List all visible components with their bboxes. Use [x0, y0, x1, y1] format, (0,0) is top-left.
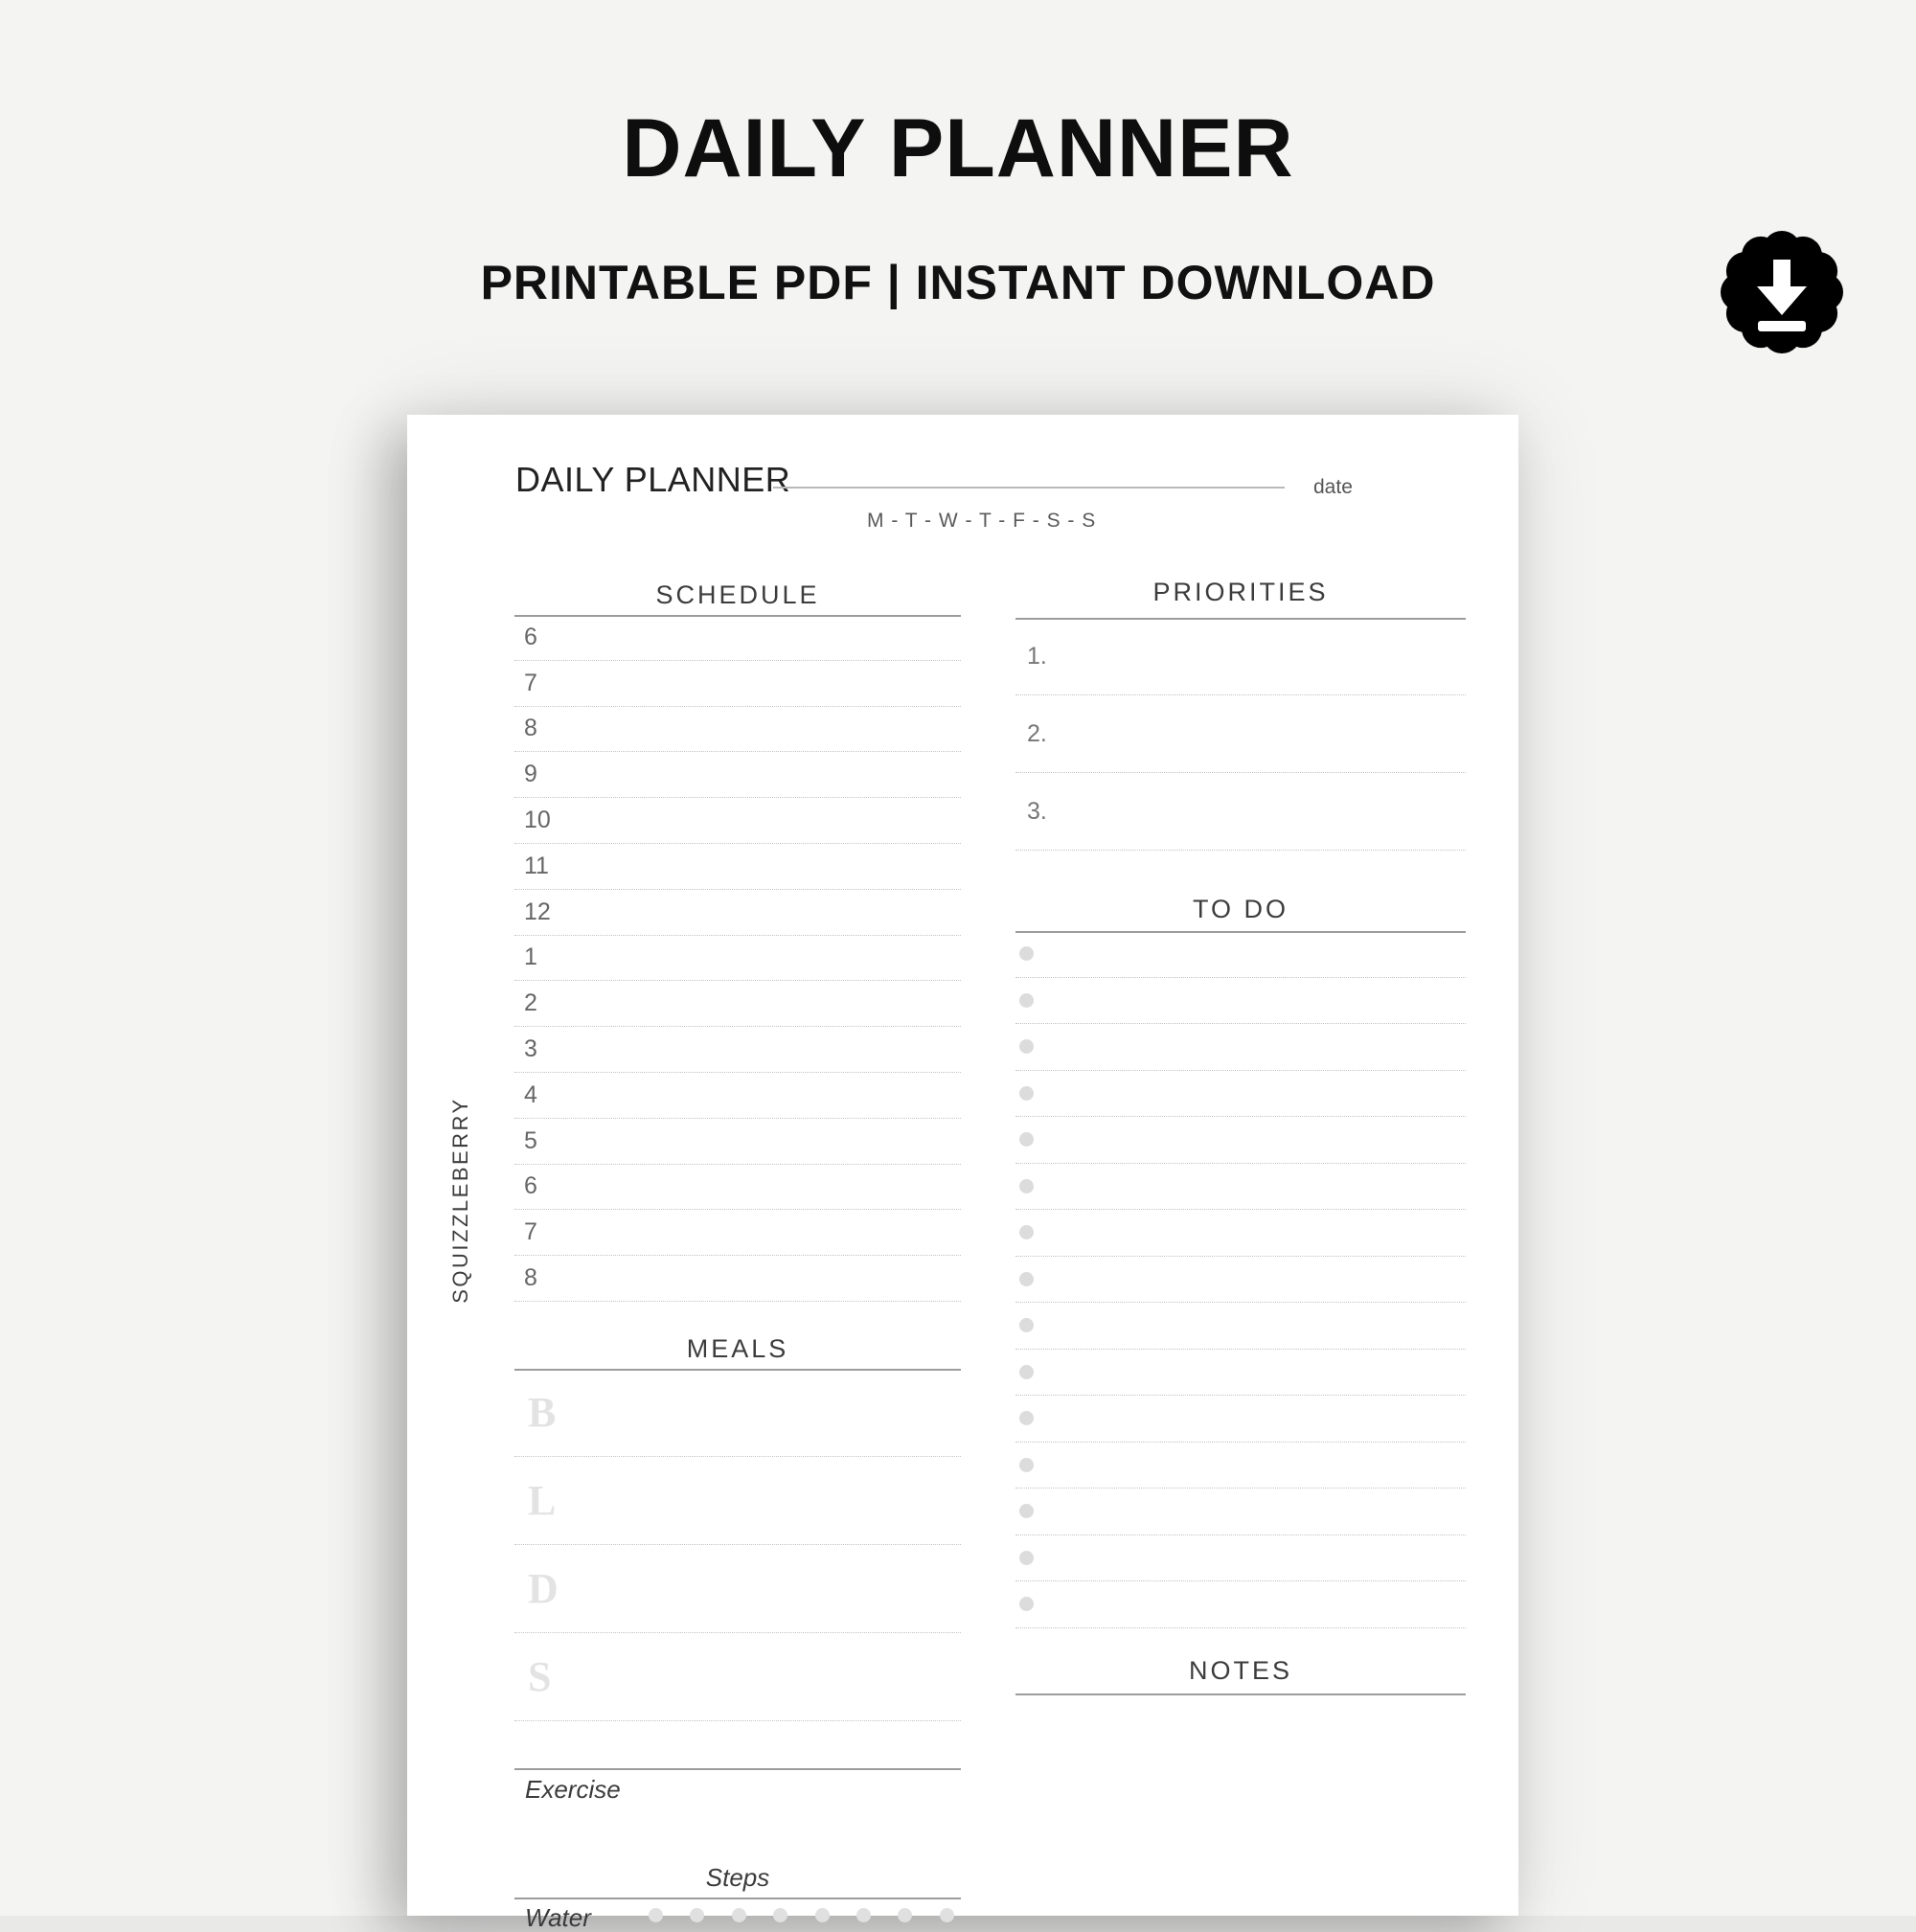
todo-row	[1015, 978, 1466, 1025]
todo-row	[1015, 931, 1466, 978]
todo-bullet-dot	[1019, 1225, 1034, 1239]
water-dot	[649, 1908, 663, 1922]
todo-bullet-dot	[1019, 1179, 1034, 1193]
schedule-hour-label: 5	[524, 1126, 537, 1154]
notes-heading: NOTES	[1188, 1656, 1292, 1685]
schedule-hour-label: 10	[524, 807, 551, 834]
schedule-row	[514, 1256, 961, 1302]
meals-heading: MEALS	[686, 1334, 789, 1363]
todo-row	[1015, 1581, 1466, 1628]
schedule-row	[514, 661, 961, 707]
priority-number: 2.	[1027, 719, 1047, 747]
priorities-heading: PRIORITIES	[1152, 578, 1329, 606]
notes-underline	[1015, 1693, 1466, 1695]
meal-rows	[514, 1369, 961, 1721]
priority-row	[1015, 773, 1466, 851]
date-label: date	[1313, 476, 1353, 498]
priority-number: 3.	[1027, 797, 1047, 825]
download-badge-icon	[1715, 225, 1849, 359]
todo-rows	[1015, 931, 1466, 1628]
todo-row	[1015, 1443, 1466, 1489]
water-label: Water	[525, 1903, 591, 1932]
water-dot	[690, 1908, 704, 1922]
meal-letter: L	[528, 1477, 557, 1524]
todo-bullet-dot	[1019, 993, 1034, 1008]
todo-bullet-dot	[1019, 1597, 1034, 1611]
hero-title: DAILY PLANNER	[622, 102, 1294, 194]
schedule-row	[514, 981, 961, 1027]
todo-row	[1015, 1535, 1466, 1582]
water-dot	[732, 1908, 746, 1922]
schedule-hour-label: 8	[524, 1264, 537, 1292]
todo-heading: TO DO	[1192, 895, 1289, 923]
schedule-hour-label: 9	[524, 761, 537, 788]
meal-letter: S	[528, 1653, 552, 1700]
schedule-row	[514, 1119, 961, 1165]
todo-row	[1015, 1210, 1466, 1257]
todo-bullet-dot	[1019, 1318, 1034, 1332]
schedule-hour-label: 7	[524, 1218, 537, 1246]
schedule-row	[514, 615, 961, 661]
schedule-hour-label: 7	[524, 669, 537, 696]
priority-row	[1015, 695, 1466, 773]
water-dot	[815, 1908, 830, 1922]
hero-subtitle: PRINTABLE PDF | INSTANT DOWNLOAD	[480, 256, 1436, 309]
exercise-topline	[514, 1768, 961, 1770]
schedule-hour-label: 11	[524, 852, 549, 879]
schedule-row	[514, 1210, 961, 1256]
todo-bullet-dot	[1019, 1551, 1034, 1565]
todo-row	[1015, 1117, 1466, 1164]
meal-letter: B	[528, 1389, 557, 1436]
exercise-label: Exercise	[525, 1775, 621, 1804]
days-of-week-row: M - T - W - T - F - S - S	[867, 510, 1097, 532]
schedule-hour-label: 12	[524, 898, 551, 925]
priority-row	[1015, 618, 1466, 695]
schedule-hour-label: 4	[524, 1080, 537, 1108]
todo-bullet-dot	[1019, 1272, 1034, 1286]
todo-bullet-dot	[1019, 1458, 1034, 1472]
todo-bullet-dot	[1019, 1504, 1034, 1518]
schedule-row	[514, 1073, 961, 1119]
todo-bullet-dot	[1019, 1365, 1034, 1379]
water-dot	[940, 1908, 954, 1922]
schedule-row	[514, 1027, 961, 1073]
todo-row	[1015, 1350, 1466, 1397]
planner-page	[407, 415, 1518, 1932]
schedule-hour-label: 6	[524, 623, 537, 650]
schedule-row	[514, 936, 961, 982]
schedule-hour-label: 8	[524, 715, 537, 742]
meal-letter: D	[528, 1565, 559, 1612]
water-dot	[773, 1908, 787, 1922]
schedule-row	[514, 798, 961, 844]
todo-row	[1015, 1071, 1466, 1118]
meal-row	[514, 1457, 961, 1545]
todo-row	[1015, 1024, 1466, 1071]
meal-row	[514, 1369, 961, 1457]
priority-rows	[1015, 618, 1466, 851]
brand-vertical-text: SQUIZZLEBERRY	[448, 1097, 472, 1304]
schedule-row	[514, 844, 961, 890]
title-divider-line	[773, 487, 1285, 489]
todo-bullet-dot	[1019, 946, 1034, 961]
schedule-hour-label: 1	[524, 943, 537, 971]
todo-bullet-dot	[1019, 1086, 1034, 1101]
todo-row	[1015, 1396, 1466, 1443]
todo-bullet-dot	[1019, 1411, 1034, 1425]
steps-label: Steps	[705, 1863, 770, 1892]
priority-number: 1.	[1027, 642, 1047, 670]
steps-underline	[514, 1898, 961, 1899]
schedule-rows	[514, 615, 961, 1302]
water-dot	[898, 1908, 912, 1922]
schedule-row	[514, 890, 961, 936]
schedule-heading: SCHEDULE	[655, 580, 820, 609]
planner-page-title: DAILY PLANNER	[515, 460, 791, 499]
schedule-row	[514, 1165, 961, 1211]
todo-row	[1015, 1164, 1466, 1211]
todo-row	[1015, 1489, 1466, 1535]
schedule-hour-label: 2	[524, 989, 537, 1017]
schedule-hour-label: 3	[524, 1035, 537, 1063]
schedule-row	[514, 707, 961, 753]
todo-row	[1015, 1303, 1466, 1350]
water-dot	[856, 1908, 871, 1922]
meal-row	[514, 1545, 961, 1633]
schedule-row	[514, 752, 961, 798]
schedule-hour-label: 6	[524, 1172, 537, 1200]
todo-bullet-dot	[1019, 1132, 1034, 1147]
meal-row	[514, 1633, 961, 1721]
todo-bullet-dot	[1019, 1039, 1034, 1054]
todo-row	[1015, 1257, 1466, 1304]
